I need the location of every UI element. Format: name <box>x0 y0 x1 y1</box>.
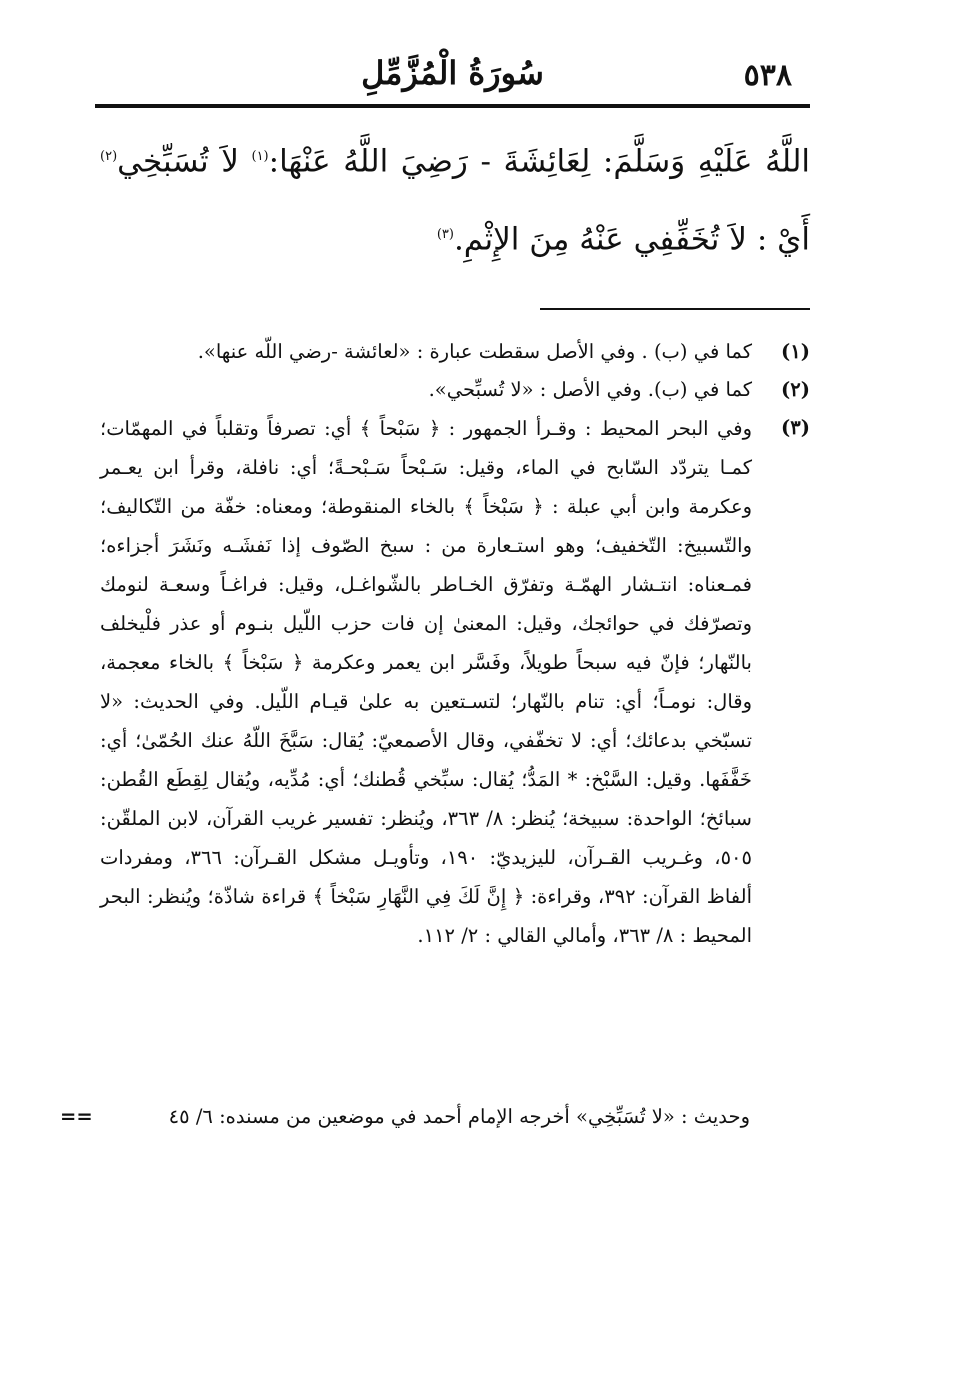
main-text <box>100 120 810 277</box>
footnote-3 <box>100 409 810 955</box>
continued-footnote: وحديث : «لا تُسَبِّخِي» أخرجه الإمام أحمد في موضعين من مسنده: ٦/ ٤٥ <box>168 1105 750 1128</box>
footnote-ref-2[interactable]: (٢) <box>100 149 118 164</box>
footnote-ref-1[interactable]: (١) <box>251 149 269 164</box>
footnote-separator <box>540 308 810 310</box>
continuation-mark: == <box>60 1105 93 1128</box>
footnote-number: (٢) <box>781 378 810 401</box>
footnotes <box>100 333 810 955</box>
main-text-part: اللَّهُ عَلَيْهِ وَسَلَّمَ: لِعَائِشَةَ - رَضِيَ اللَّهُ عَنْهَا: <box>268 143 811 180</box>
footnote-text: وفي البحر المحيط : وقـرأ الجمهور : ﴿ سَبْحاً ﴾ أي: تصرفاً وتقلباً في المهمّات؛ كمـا يتردّد السّابح في الماء، وقيل: سَـبْحاً سَـبْحـةً؛ أي: نافلة، وقرأ ابن يعـمر وعكرمة وابن أبي عبلة : ﴿ سَبْخاً ﴾ بالخاء المنقوطة؛ ومعناه: خفّة من التّكاليف؛ والتّسبيخ: التّخفيف؛ وهو استـعارة من : سبخ الصّوف إذا نَفشَـه ونَشَرَ أجزاءه؛ فمـعناه: انتـشار الهمّـة وتفرّق الخـاطر بالشّواغـل، وقيل: فراغـاً وسعـة لنومك وتصرّفك في حوائجك، وقيل: المعنىٰ إن فات حزب اللّيل بنـوم أو عذر فلْيخلف بالنّهار؛ فإنّ فيه سبحاً طويلاً، وفَسَّر ابن يعمر وعكرمة ﴿ سَبْخاً ﴾ بالخاء معجمة، وقال: نومـاً؛ أي: تنام بالنّهار؛ لتسـتعين به علىٰ قيـام اللّيل. وفي الحديث: «لا تسبّخي بدعائك؛ أي: لا تخفّفي، وقال الأصمعيّ: يُقال: سَبَّخَ اللّهُ عنك الحُمّىٰ؛ أي: خَفَّفَها. وقيل: السَّبْخ: * المَدُّ؛ يُقال: سبِّخي قُطنك؛ أي: مُدِّيه، ويُقال لِقِطَع القُطن: سبائخ؛ الواحدة: سبيخة؛ يُنظر: ٨/ ٣٦٣، ويُنظر: تفسير غريب القرآن، لابن الملقّن: ٥٠٥، وغـريب القـرآن، لليزيديّ: ١٩٠، وتأويـل مشكل القـرآن: ٣٦٦، ومفردات ألفاظ القرآن: ٣٩٢، وقراءة: ﴿ إِنَّ لَكَ فِي النَّهَارِ سَبْخاً ﴾ قراءة شاذّة؛ ويُنظر: البحر المحيط : ٨/ ٣٦٣، وأمالي القالي : ٢/ ١١٢. <box>100 417 752 947</box>
page-number: ٥٣٨ <box>743 58 792 93</box>
main-text-part: لاَ تُسَبِّخِي <box>117 143 252 180</box>
main-text-part: أَيْ : لاَ تُخَفِّفِي عَنْهُ مِنَ الإِثْمِ. <box>453 221 810 258</box>
footnote-text: كما في (ب). وفي الأصل : «لا تُسبِّحي». <box>428 378 752 401</box>
surah-title: سُورَةُ الْمُزَّمِّلِ <box>361 54 544 92</box>
page-header <box>95 48 810 104</box>
footnote-number: (١) <box>781 340 810 363</box>
header-rule <box>95 104 810 108</box>
footnote-1 <box>100 333 810 371</box>
footnote-2 <box>100 371 810 409</box>
footnote-ref-3[interactable]: (٣) <box>436 227 454 243</box>
footnote-number: (٣) <box>781 416 810 439</box>
footnote-text: كما في (ب) . وفي الأصل سقطت عبارة : «لعائشة -رضي اللّه عنها». <box>197 340 752 363</box>
